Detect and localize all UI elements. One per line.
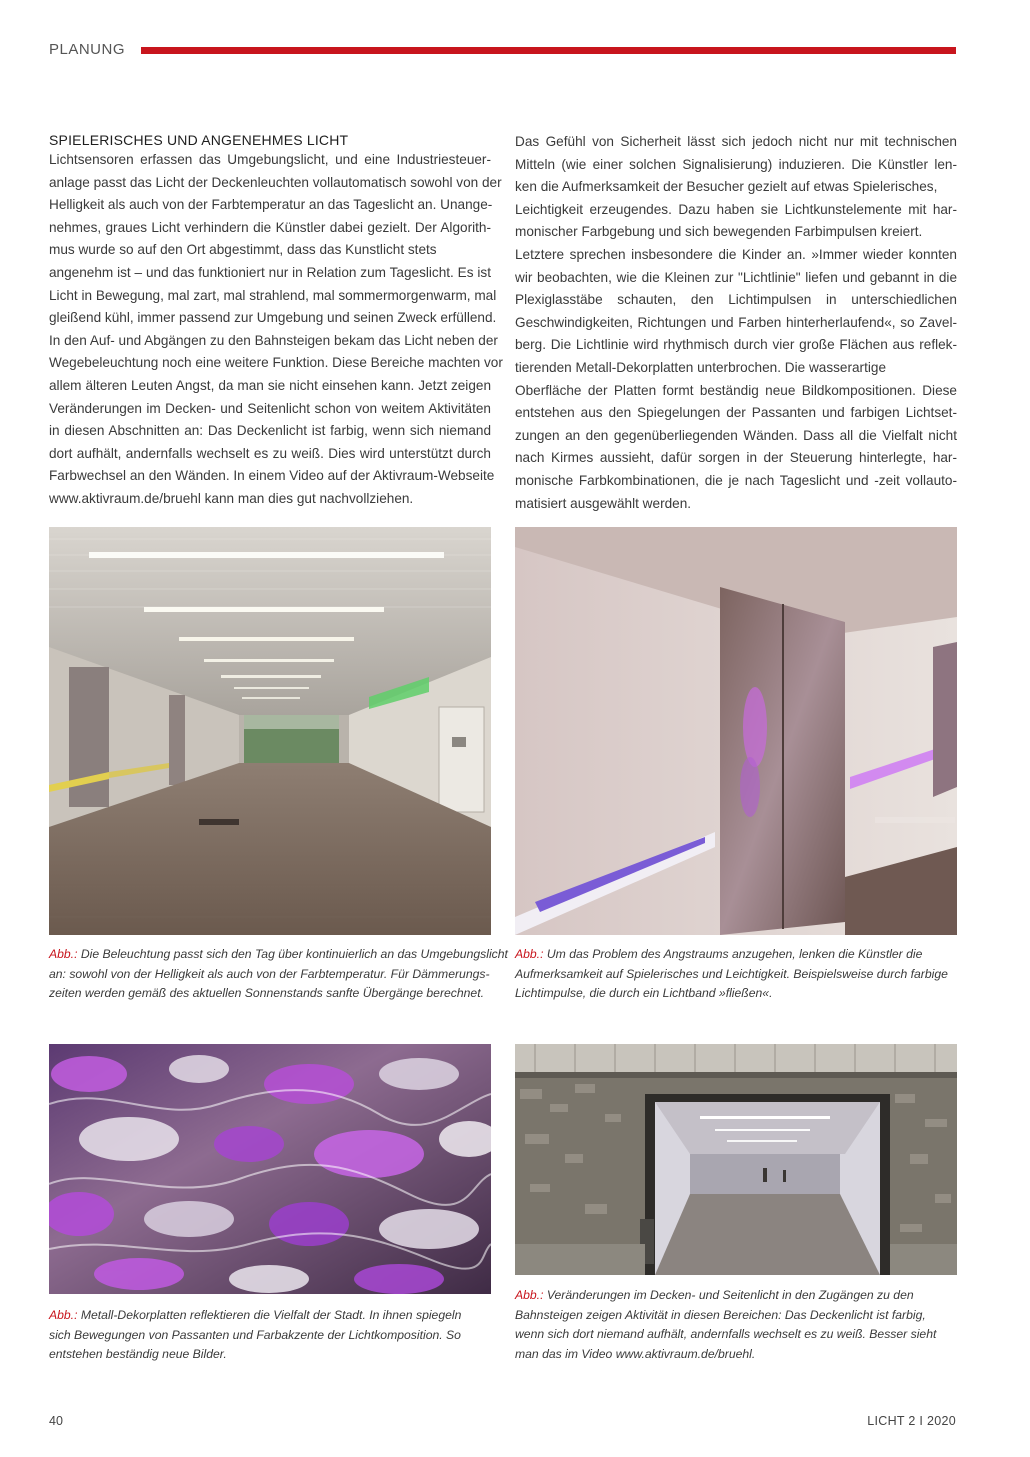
text-line: Geschwindigkeiten, Richtungen und Farben hinterherlaufend«, so Zavel- xyxy=(515,314,957,330)
page-header xyxy=(49,40,956,62)
text-line: monische Farbkombinationen, die je nach Tageslicht und -zeit vollauto- xyxy=(515,472,957,488)
text-line: wir beobachten, wie die Kleinen zur "Lichtlinie" liefen und gebannt in die xyxy=(515,269,957,285)
caption-label: Abb.: xyxy=(515,947,544,961)
text-line: dort aufhält, andernfalls wechselt es zu weiß. Dies wird unterstützt durch xyxy=(49,445,491,461)
text-line: mus wurde so auf den Ort abgestimmt, dass das Kunstlicht stets xyxy=(49,242,437,258)
caption-photo-2 xyxy=(515,945,957,1004)
text-line: Das Gefühl von Sicherheit lässt sich jedoch nicht nur mit technischen xyxy=(515,134,957,149)
photo-tunnel-entrance xyxy=(515,1044,957,1275)
article-heading: SPIELERISCHES UND ANGENEHMES LICHT xyxy=(49,132,349,148)
caption-line: entstehen beständig neue Bilder. xyxy=(49,1347,227,1361)
text-line: tierenden Metall-Dekorplatten unterbrochen. Die wasserartige xyxy=(515,359,887,375)
caption-line: zeiten werden gemäß des aktuellen Sonnenstands sanfte Übergänge berechnet. xyxy=(49,986,484,1000)
text-line: nehmes, graues Licht verhindern die Künstler dabei gezielt. Der Algorith- xyxy=(49,219,491,235)
caption-line: Aufmerksamkeit auf Spielerisches und Leichtigkeit. Beispielsweise durch farbige xyxy=(515,966,948,981)
text-line: anlage passt das Licht der Deckenleuchten vollautomatisch sowohl von der xyxy=(49,174,502,190)
article-column-right xyxy=(515,131,957,515)
issue-label: LICHT 2 I 2020 xyxy=(867,1414,956,1428)
caption-text: Um das Problem des Angstraums anzugehen, lenken die Künstler die xyxy=(543,947,923,961)
caption-line xyxy=(515,945,957,965)
text-line: allem älteren Leuten Angst, da man sie nicht einsehen kann. Jetzt zeigen xyxy=(49,377,491,393)
text-line: Letztere sprechen insbesondere die Kinder an. »Immer wieder konnten xyxy=(515,246,957,262)
text-line: nach Kirmes aussieht, dafür sorgen in der Steuerung hinterlegte, har- xyxy=(515,450,957,466)
photo-metal-decor-panel xyxy=(515,527,957,935)
caption-line xyxy=(515,1286,957,1306)
caption-line: Lichtimpulse, die durch ein Lichtband »fließen«. xyxy=(515,986,773,1000)
caption-line: man das im Video www.aktivraum.de/bruehl. xyxy=(515,1346,756,1361)
text-line: Leichtigkeit erzeugendes. Dazu haben sie Lichtkunstelemente mit har- xyxy=(515,201,957,217)
caption-text: Die Beleuchtung passt sich den Tag über kontinuierlich an das Umgebungslicht xyxy=(77,947,508,961)
caption-photo-3 xyxy=(49,1306,491,1365)
text-line: berg. Die Lichtlinie wird rhythmisch durch vier große Flächen aus reflek- xyxy=(515,337,957,353)
caption-line: Bahnsteigen zeigen Aktivität in diesen Bereichen: Das Deckenlicht ist farbig, xyxy=(515,1307,926,1322)
left-body-text xyxy=(49,149,503,511)
caption-line: sich Bewegungen von Passanten und Farbakzente der Lichtkomposition. So xyxy=(49,1327,461,1342)
text-line: zungen an den gegenüberliegenden Wänden. Dass all die Vielfalt nicht xyxy=(515,427,957,443)
text-line: angenehm ist – und das funktioniert nur in Relation zum Tageslicht. Es ist xyxy=(49,264,491,280)
right-body-text xyxy=(515,131,957,515)
caption-text: Veränderungen im Decken- und Seitenlicht in den Zugängen zu den xyxy=(543,1288,914,1302)
article-column-left xyxy=(49,131,503,511)
text-line: Mitteln (wie einer solchen Signalisierung) induzieren. Die Künstler len- xyxy=(515,156,957,172)
text-line: Wegebeleuchtung noch eine weitere Funktion. Diese Bereiche machten vor xyxy=(49,355,503,371)
caption-label: Abb.: xyxy=(515,1288,544,1302)
text-line: In den Auf- und Abgängen zu den Bahnsteigen bekam das Licht neben der xyxy=(49,332,498,348)
text-line: Lichtsensoren erfassen das Umgebungslicht, und eine Industriesteuer- xyxy=(49,152,491,167)
text-line: in diesen Abschnitten an: Das Deckenlicht ist farbig, wenn sich niemand xyxy=(49,423,491,439)
header-accent-bar xyxy=(141,47,956,54)
caption-text: Metall-Dekorplatten reflektieren die Vielfalt der Stadt. In ihnen spiegeln xyxy=(77,1308,462,1322)
text-line: Veränderungen im Decken- und Seitenlicht schon von weitem Aktivitäten xyxy=(49,400,491,416)
text-line: ken die Aufmerksamkeit der Besucher gezielt auf etwas Spielerisches, xyxy=(515,179,938,195)
photo-tunnel-corridor xyxy=(49,527,491,935)
text-line: Plexiglasstäbe schauten, den Lichtimpulsen in unterschiedlichen xyxy=(515,292,957,308)
photo-metal-texture-closeup xyxy=(49,1044,491,1294)
text-line: www.aktivraum.de/bruehl kann man dies gut nachvollziehen. xyxy=(49,490,414,506)
caption-photo-4 xyxy=(515,1286,957,1364)
text-line: Helligkeit als auch von der Farbtemperatur an das Tageslicht an. Unange- xyxy=(49,197,493,213)
text-line: gleißend kühl, immer passend zur Umgebung und seinen Zweck erfüllend. xyxy=(49,310,497,326)
caption-line: wenn sich dort niemand aufhält, andernfalls wechselt es zu weiß. Besser sieht xyxy=(515,1327,937,1341)
caption-photo-1 xyxy=(49,945,508,1004)
text-line: Farbwechsel an den Wänden. In einem Video auf der Aktivraum-Webseite xyxy=(49,468,495,484)
page-number: 40 xyxy=(49,1414,63,1428)
text-line: matisiert ausgewählt werden. xyxy=(515,495,692,511)
caption-line: an: sowohl von der Helligkeit als auch von der Farbtemperatur. Für Dämmerungs- xyxy=(49,966,490,981)
caption-line xyxy=(49,1306,491,1326)
section-label: PLANUNG xyxy=(49,41,126,58)
caption-label: Abb.: xyxy=(49,1308,78,1322)
text-line: monischer Farbgebung und sich bewegenden Farbimpulsen kreiert. xyxy=(515,224,923,240)
caption-label: Abb.: xyxy=(49,947,78,961)
caption-line xyxy=(49,945,508,965)
text-line: entstehen aus den Spiegelungen der Passanten und farbigen Lichtset- xyxy=(515,405,957,421)
text-line: Licht in Bewegung, mal zart, mal strahlend, mal sommermorgenwarm, mal xyxy=(49,287,497,303)
text-line: Oberfläche der Platten formt beständig neue Bildkompositionen. Diese xyxy=(515,382,957,398)
